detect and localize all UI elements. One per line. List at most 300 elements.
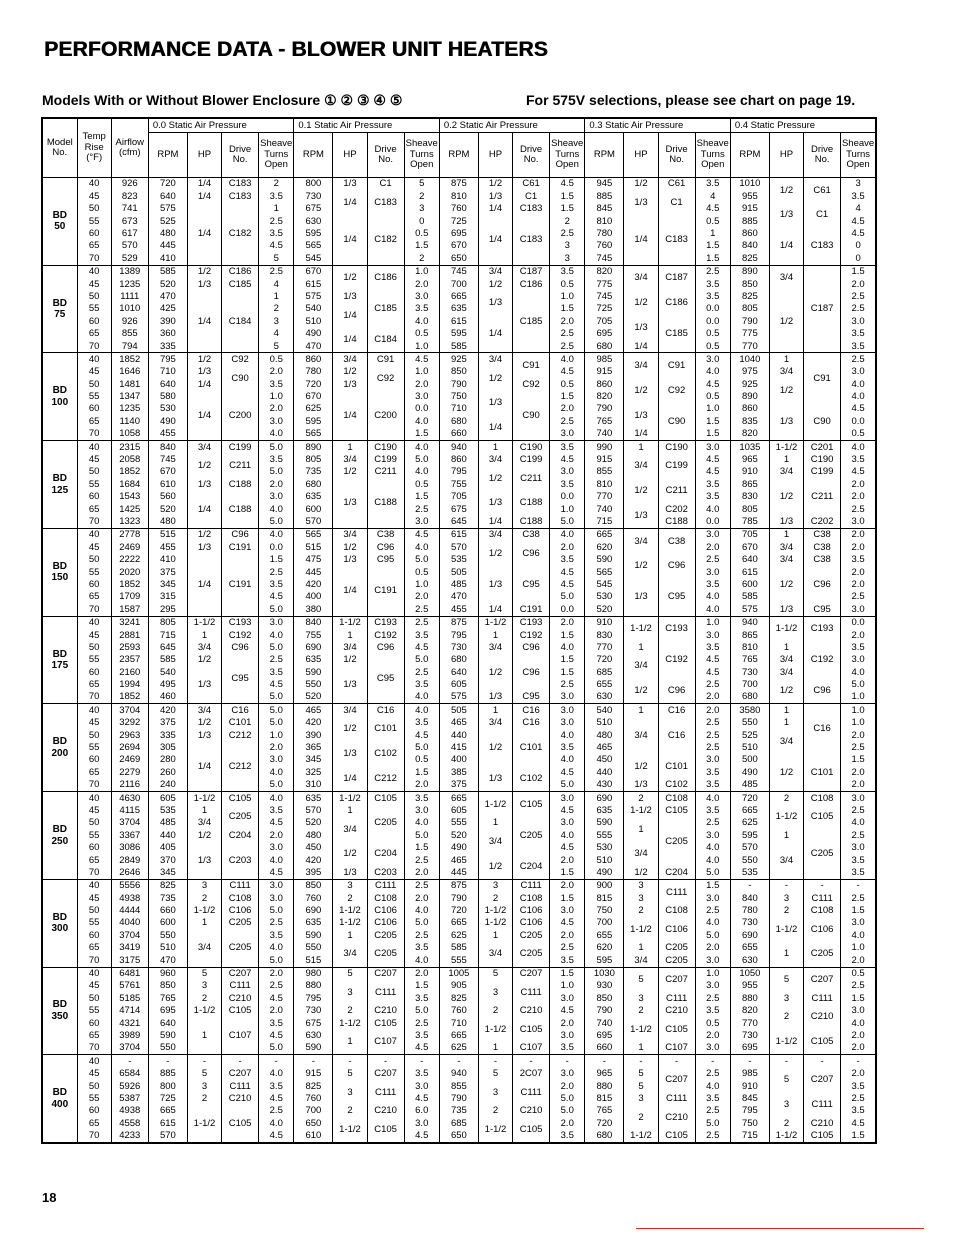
table-cell: 3.5 <box>695 1005 730 1017</box>
table-cell: 375 <box>148 717 187 729</box>
table-cell: 730 <box>730 666 769 678</box>
table-cell: 2881 <box>111 629 148 641</box>
table-cell: 4630 <box>111 792 148 805</box>
table-cell: 1-1/2 <box>624 1017 658 1042</box>
table-cell: C96 <box>658 679 695 704</box>
table-row <box>42 441 876 454</box>
table-cell: 3 <box>478 879 512 892</box>
table-cell: 45 <box>77 541 111 553</box>
table-cell: 845 <box>730 1093 769 1105</box>
table-cell: 5.0 <box>259 466 294 478</box>
table-cell: 4.0 <box>841 929 876 941</box>
table-cell: 915 <box>730 203 769 215</box>
table-cell: 4.0 <box>404 415 439 427</box>
table-cell: 4.0 <box>550 754 585 766</box>
table-cell: 430 <box>585 779 624 792</box>
table-row <box>42 366 876 378</box>
table-cell: 45 <box>77 454 111 466</box>
table-cell: 670 <box>439 240 478 252</box>
table-row <box>42 616 876 629</box>
table-cell: 1/2 <box>187 717 221 729</box>
table-cell: 45 <box>77 717 111 729</box>
table-cell: 780 <box>585 228 624 240</box>
table-cell: 490 <box>294 328 333 340</box>
table-cell: 3.0 <box>841 654 876 666</box>
table-cell: 3 <box>624 892 658 904</box>
table-row <box>42 929 876 941</box>
table-cell: 3/4 <box>769 666 803 678</box>
table-cell: 50 <box>77 817 111 829</box>
rpm-header: RPM <box>439 133 478 178</box>
table-cell: 3/4 <box>769 265 803 290</box>
table-cell: 735 <box>294 466 333 478</box>
table-cell: C38 <box>513 528 550 541</box>
table-cell: 985 <box>730 1068 769 1080</box>
table-row <box>42 378 876 390</box>
table-cell: 2.0 <box>404 378 439 390</box>
table-cell: C16 <box>513 704 550 717</box>
table-cell: 1/2 <box>187 353 221 366</box>
table-cell: 945 <box>585 178 624 191</box>
table-cell: 2.5 <box>695 729 730 741</box>
table-cell: 1/3 <box>478 190 512 202</box>
table-cell: 640 <box>148 378 187 390</box>
table-cell: 2 <box>624 792 658 805</box>
table-cell: 2.5 <box>259 265 294 278</box>
table-cell: 3.5 <box>404 629 439 641</box>
table-cell: 5 <box>478 1068 512 1080</box>
table-cell: 0.0 <box>550 603 585 616</box>
table-cell: 715 <box>148 629 187 641</box>
table-cell: 720 <box>148 178 187 191</box>
table-cell: 3.5 <box>259 378 294 390</box>
table-cell: 1-1/2 <box>187 1105 221 1143</box>
table-cell: 3/4 <box>187 817 221 829</box>
model-name: BD 125 <box>42 441 77 529</box>
table-cell: 415 <box>439 742 478 754</box>
table-cell: 2.5 <box>404 616 439 629</box>
table-cell: 900 <box>585 879 624 892</box>
table-cell: 3.0 <box>259 491 294 503</box>
table-cell: 1.5 <box>404 980 439 992</box>
table-cell: 1 <box>624 1042 658 1055</box>
table-cell: C207 <box>658 1068 695 1093</box>
table-cell: 2849 <box>111 854 148 866</box>
table-cell: 2593 <box>111 641 148 653</box>
table-cell: 1543 <box>111 491 148 503</box>
table-cell: C207 <box>804 1068 841 1093</box>
table-cell: 3.5 <box>695 491 730 503</box>
table-cell: 825 <box>730 291 769 303</box>
table-cell: 3/4 <box>624 954 658 967</box>
table-row <box>42 353 876 366</box>
table-cell: 1 <box>333 1030 367 1055</box>
table-cell: 60 <box>77 491 111 503</box>
table-cell: 450 <box>294 842 333 854</box>
table-cell: - <box>695 1055 730 1068</box>
table-cell: 875 <box>439 178 478 191</box>
table-cell: - <box>624 1055 658 1068</box>
table-cell: 325 <box>294 766 333 778</box>
table-cell: C111 <box>222 1080 259 1092</box>
table-cell: 445 <box>148 240 187 252</box>
table-cell: 1 <box>769 829 803 841</box>
table-cell: 1/2 <box>769 679 803 704</box>
table-cell: 3/4 <box>624 353 658 378</box>
table-cell: 1/3 <box>478 391 512 416</box>
table-cell: 540 <box>585 704 624 717</box>
table-cell: 625 <box>294 403 333 415</box>
table-cell: 590 <box>585 817 624 829</box>
table-cell: 3.5 <box>695 579 730 591</box>
table-row <box>42 1105 876 1117</box>
table-cell: C184 <box>367 328 404 353</box>
table-cell: 2.0 <box>259 366 294 378</box>
table-cell: 2 <box>404 252 439 265</box>
table-cell: 1/2 <box>478 366 512 391</box>
table-cell: 3.5 <box>259 579 294 591</box>
drive-header: Drive No. <box>222 133 259 178</box>
table-cell: 1347 <box>111 391 148 403</box>
table-cell: 1/2 <box>187 654 221 666</box>
table-cell: C102 <box>367 742 404 767</box>
table-cell: 45 <box>77 980 111 992</box>
table-cell: 1-1/2 <box>333 917 367 929</box>
table-cell: 1.5 <box>404 842 439 854</box>
table-cell: 65 <box>77 591 111 603</box>
model-name: BD 150 <box>42 528 77 616</box>
table-cell: C205 <box>367 942 404 967</box>
table-cell: 1-1/2 <box>478 905 512 917</box>
table-cell: 1.5 <box>550 190 585 202</box>
table-cell: 0.0 <box>695 315 730 327</box>
table-cell: 4.5 <box>550 579 585 591</box>
table-cell: 0.5 <box>404 328 439 340</box>
table-cell: 5.0 <box>550 779 585 792</box>
table-cell: 680 <box>294 478 333 490</box>
table-cell: 2.0 <box>259 829 294 841</box>
table-cell: 455 <box>148 541 187 553</box>
table-cell: 0.0 <box>259 541 294 553</box>
table-cell: 2 <box>478 1105 512 1117</box>
table-cell: 690 <box>294 641 333 653</box>
table-cell: 830 <box>585 629 624 641</box>
table-cell: C185 <box>222 278 259 290</box>
table-cell: 770 <box>585 491 624 503</box>
table-cell: C95 <box>804 603 841 616</box>
table-cell: C187 <box>804 265 841 353</box>
table-cell: 1.0 <box>841 704 876 717</box>
table-cell: 585 <box>439 340 478 353</box>
table-cell: C205 <box>658 942 695 954</box>
table-cell: 4.0 <box>695 842 730 854</box>
table-row <box>42 591 876 603</box>
pressure-group-header: 0.4 Static Pressure <box>730 118 876 133</box>
table-cell: 3.5 <box>841 340 876 353</box>
table-cell: 5 <box>187 967 221 980</box>
table-cell: 510 <box>730 742 769 754</box>
table-cell: 60 <box>77 1105 111 1117</box>
table-cell: 1/2 <box>478 729 512 766</box>
table-cell: 5.0 <box>404 654 439 666</box>
table-cell: 1389 <box>111 265 148 278</box>
table-cell: 2 <box>259 178 294 191</box>
table-cell: 4.5 <box>841 228 876 240</box>
table-cell: C111 <box>513 1080 550 1105</box>
table-cell: 670 <box>730 541 769 553</box>
table-cell: 720 <box>439 905 478 917</box>
table-cell: 510 <box>294 315 333 327</box>
model-name: BD 75 <box>42 265 77 353</box>
table-cell: 3/4 <box>624 654 658 679</box>
table-cell: 3/4 <box>478 829 512 854</box>
table-row <box>42 541 876 553</box>
table-cell: 1 <box>624 641 658 653</box>
table-cell: 2.0 <box>841 629 876 641</box>
table-cell: 570 <box>730 842 769 854</box>
table-cell: 550 <box>730 854 769 866</box>
table-cell: 3 <box>187 879 221 892</box>
table-cell: 1852 <box>111 353 148 366</box>
table-cell: 4 <box>695 190 730 202</box>
table-cell: 985 <box>585 353 624 366</box>
table-cell: 1 <box>478 929 512 941</box>
table-cell: C90 <box>804 403 841 441</box>
table-cell: 790 <box>585 403 624 415</box>
table-cell: 1.5 <box>550 203 585 215</box>
table-cell: 1/3 <box>769 403 803 441</box>
table-cell: 2.0 <box>550 1080 585 1092</box>
table-cell: 1.5 <box>550 967 585 980</box>
table-cell: C105 <box>804 1130 841 1143</box>
table-cell: C96 <box>513 541 550 566</box>
table-cell: 4.0 <box>550 829 585 841</box>
table-cell: C205 <box>513 929 550 941</box>
table-cell: 470 <box>148 291 187 303</box>
table-cell: 875 <box>439 616 478 629</box>
table-cell: 1 <box>333 805 367 817</box>
table-cell: C187 <box>513 265 550 278</box>
table-row <box>42 842 876 854</box>
table-cell: 620 <box>585 942 624 954</box>
table-cell: 3/4 <box>769 541 803 553</box>
table-cell: 625 <box>439 929 478 941</box>
table-cell: 3.0 <box>404 1117 439 1129</box>
table-cell: C38 <box>804 528 841 541</box>
table-cell: 1/3 <box>333 554 367 566</box>
table-cell: 280 <box>148 754 187 766</box>
table-cell: 45 <box>77 278 111 290</box>
table-cell: C107 <box>367 1030 404 1055</box>
table-cell: 1 <box>624 704 658 717</box>
table-cell: 3/4 <box>333 942 367 967</box>
table-cell: 3 <box>187 980 221 992</box>
table-cell: 1/2 <box>478 654 512 691</box>
table-cell: 940 <box>730 616 769 629</box>
table-cell: 1/3 <box>333 666 367 704</box>
table-cell: C185 <box>513 291 550 353</box>
table-cell: 55 <box>77 215 111 227</box>
table-cell: 1684 <box>111 478 148 490</box>
table-cell: 3292 <box>111 717 148 729</box>
table-cell: 1/3 <box>187 478 221 490</box>
table-cell: C38 <box>804 554 841 566</box>
table-cell: 3 <box>333 980 367 1005</box>
table-cell: C192 <box>367 629 404 641</box>
table-cell: C190 <box>658 441 695 454</box>
table-cell: 65 <box>77 240 111 252</box>
table-cell: 0.5 <box>259 353 294 366</box>
table-row <box>42 717 876 729</box>
table-cell: C105 <box>367 792 404 805</box>
hp-header: HP <box>624 133 658 178</box>
table-cell: 1.0 <box>404 340 439 353</box>
table-cell: 4.5 <box>404 729 439 741</box>
table-cell: 465 <box>585 742 624 754</box>
table-cell: 690 <box>585 792 624 805</box>
table-row <box>42 954 876 967</box>
table-cell: 855 <box>111 328 148 340</box>
table-cell: 4.5 <box>259 866 294 879</box>
table-cell: 2.0 <box>695 541 730 553</box>
table-cell: 535 <box>148 805 187 817</box>
table-cell: 3.5 <box>550 1042 585 1055</box>
table-cell: 4 <box>841 203 876 215</box>
table-cell: 495 <box>148 679 187 691</box>
table-cell: - <box>841 1055 876 1068</box>
table-cell: 2.5 <box>695 717 730 729</box>
table-cell: 515 <box>294 541 333 553</box>
table-cell: 510 <box>585 854 624 866</box>
table-cell: C90 <box>658 403 695 441</box>
table-cell: C105 <box>513 792 550 817</box>
table-cell: C183 <box>804 228 841 266</box>
table-cell: 741 <box>111 203 148 215</box>
table-cell: C191 <box>513 603 550 616</box>
table-cell: 530 <box>585 842 624 854</box>
table-cell: 1-1/2 <box>769 917 803 942</box>
table-cell: 5.0 <box>259 691 294 704</box>
table-cell: 6584 <box>111 1068 148 1080</box>
table-cell: C16 <box>222 704 259 717</box>
table-cell: 4321 <box>111 1017 148 1029</box>
table-cell: 1-1/2 <box>624 917 658 942</box>
table-cell: C108 <box>804 792 841 805</box>
table-cell: C186 <box>513 278 550 290</box>
table-cell: 4.0 <box>404 817 439 829</box>
table-cell: 3/4 <box>624 717 658 754</box>
table-cell: 3/4 <box>333 641 367 653</box>
table-cell: 765 <box>730 654 769 666</box>
table-cell: 3.0 <box>550 466 585 478</box>
table-cell: 1/4 <box>478 603 512 616</box>
table-cell: 70 <box>77 779 111 792</box>
table-cell: 1/4 <box>187 378 221 390</box>
table-cell: 665 <box>439 1030 478 1042</box>
table-cell: 1 <box>695 228 730 240</box>
table-cell: 40 <box>77 353 111 366</box>
table-cell: 590 <box>148 1030 187 1042</box>
table-cell: 2.5 <box>404 603 439 616</box>
table-cell: 1/3 <box>187 278 221 290</box>
table-cell: 3.0 <box>695 980 730 992</box>
table-cell: 2778 <box>111 528 148 541</box>
table-cell: 1/4 <box>333 303 367 328</box>
table-cell: 2.0 <box>841 1068 876 1080</box>
table-cell: 1/3 <box>624 190 658 215</box>
table-cell: - <box>769 1055 803 1068</box>
table-cell: 3.0 <box>259 754 294 766</box>
table-cell: 2.0 <box>259 742 294 754</box>
table-cell: C188 <box>658 516 695 529</box>
table-cell: C106 <box>222 905 259 917</box>
table-cell: 4.5 <box>695 203 730 215</box>
table-cell: 4.0 <box>550 528 585 541</box>
table-cell: C91 <box>367 353 404 366</box>
table-cell: 4.5 <box>550 1005 585 1017</box>
table-cell: 4.5 <box>404 528 439 541</box>
table-cell: 55 <box>77 742 111 754</box>
table-cell: 740 <box>585 503 624 515</box>
table-cell: 1-1/2 <box>478 917 512 929</box>
table-cell: 680 <box>439 415 478 427</box>
table-cell: C190 <box>804 454 841 466</box>
table-cell: 825 <box>439 992 478 1004</box>
table-cell: 2.5 <box>259 215 294 227</box>
table-cell: 1/4 <box>478 215 512 265</box>
table-cell: 1/4 <box>478 415 512 440</box>
table-cell: C107 <box>658 1042 695 1055</box>
table-cell: 345 <box>148 866 187 879</box>
table-cell: 1 <box>624 942 658 954</box>
table-cell: 830 <box>730 491 769 503</box>
table-cell: 2C07 <box>513 1068 550 1080</box>
table-cell: 3.0 <box>404 291 439 303</box>
table-cell: 4938 <box>111 892 148 904</box>
table-cell: 720 <box>294 378 333 390</box>
table-cell: 1/2 <box>769 754 803 792</box>
table-cell: 725 <box>148 1093 187 1105</box>
table-row <box>42 1117 876 1129</box>
table-cell: 1/4 <box>187 554 221 616</box>
performance-table <box>41 117 877 1144</box>
table-cell: 520 <box>294 817 333 829</box>
table-cell: 790 <box>439 378 478 390</box>
table-cell: 850 <box>439 366 478 378</box>
table-cell: 4.0 <box>695 366 730 378</box>
drive-header: Drive No. <box>513 133 550 178</box>
table-cell: 3 <box>624 1093 658 1105</box>
table-cell: 3.5 <box>695 478 730 490</box>
table-cell: 660 <box>439 428 478 441</box>
table-cell: 3/4 <box>333 353 367 366</box>
table-cell: 2.0 <box>841 541 876 553</box>
table-cell: 3/4 <box>624 265 658 290</box>
table-cell: 4.5 <box>695 666 730 678</box>
table-cell: 5.0 <box>841 679 876 691</box>
table-cell: 3.5 <box>695 1093 730 1105</box>
table-cell: 70 <box>77 516 111 529</box>
table-cell: 4.5 <box>404 1042 439 1055</box>
table-cell: 40 <box>77 879 111 892</box>
table-row <box>42 967 876 980</box>
table-cell: 70 <box>77 691 111 704</box>
table-cell: 515 <box>294 954 333 967</box>
table-cell: 490 <box>148 415 187 427</box>
table-cell: 1.5 <box>841 992 876 1004</box>
table-cell: 3.5 <box>404 679 439 691</box>
table-cell: 5 <box>333 967 367 980</box>
